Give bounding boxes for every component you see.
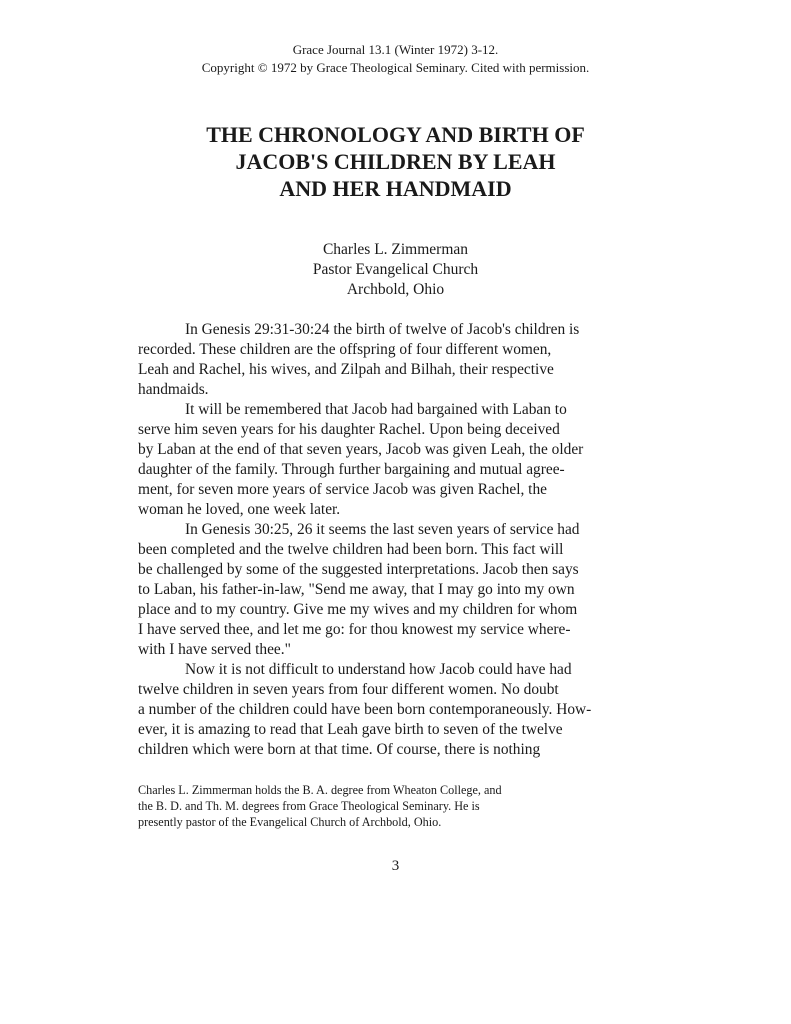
- body-line: twelve children in seven years from four different women. No doubt: [138, 681, 559, 698]
- body-line: a number of the children could have been born contemporaneously. How-: [138, 701, 592, 718]
- body-line: woman he loved, one week later.: [138, 501, 341, 518]
- body-line: place and to my country. Give me my wives and my children for whom: [138, 601, 578, 618]
- footnote-line: the B. D. and Th. M. degrees from Grace Theological Seminary. He is: [138, 799, 480, 813]
- body-line: ever, it is amazing to read that Leah gave birth to seven of the twelve: [138, 721, 563, 738]
- author-name: Charles L. Zimmerman: [322, 241, 469, 258]
- body-line: serve him seven years for his daughter Rachel. Upon being deceived: [138, 421, 560, 438]
- body-line: ment, for seven more years of service Jacob was given Rachel, the: [138, 481, 547, 498]
- author-position: Pastor Evangelical Church: [312, 261, 479, 278]
- copyright-line: Copyright © 1972 by Grace Theological Seminary. Cited with permission.: [201, 60, 590, 75]
- body-line: to Laban, his father-in-law, "Send me away, that I may go into my own: [138, 581, 575, 598]
- page-number: 3: [391, 858, 400, 874]
- body-line: Now it is not difficult to understand how Jacob could have had: [185, 661, 572, 678]
- body-line: recorded. These children are the offspring of four different women,: [138, 341, 552, 358]
- body-line: by Laban at the end of that seven years, Jacob was given Leah, the older: [138, 441, 584, 458]
- body-line: In Genesis 29:31-30:24 the birth of twelve of Jacob's children is: [185, 321, 580, 338]
- footnote-line: Charles L. Zimmerman holds the B. A. degree from Wheaton College, and: [138, 783, 502, 797]
- body-line: I have served thee, and let me go: for thou knowest my service where-: [138, 621, 571, 638]
- body-line: be challenged by some of the suggested interpretations. Jacob then says: [138, 561, 579, 578]
- body-line: children which were born at that time. Of course, there is nothing: [138, 741, 541, 758]
- body-line: It will be remembered that Jacob had bargained with Laban to: [185, 401, 567, 418]
- body-line: been completed and the twelve children had been born. This fact will: [138, 541, 564, 558]
- body-line: In Genesis 30:25, 26 it seems the last seven years of service had: [185, 521, 580, 538]
- body-line: daughter of the family. Through further bargaining and mutual agree-: [138, 461, 565, 478]
- title-line-3: AND HER HANDMAID: [279, 176, 512, 201]
- title-line-1: THE CHRONOLOGY AND BIRTH OF: [206, 122, 585, 147]
- body-line: Leah and Rachel, his wives, and Zilpah and Bilhah, their respective: [138, 361, 554, 378]
- body-line: with I have served thee.": [138, 641, 291, 658]
- footnote-line: presently pastor of the Evangelical Church of Archbold, Ohio.: [138, 815, 442, 829]
- author-location: Archbold, Ohio: [346, 281, 445, 298]
- citation-line: Grace Journal 13.1 (Winter 1972) 3-12.: [292, 42, 499, 57]
- title-line-2: JACOB'S CHILDREN BY LEAH: [235, 149, 556, 174]
- body-line: handmaids.: [138, 381, 209, 398]
